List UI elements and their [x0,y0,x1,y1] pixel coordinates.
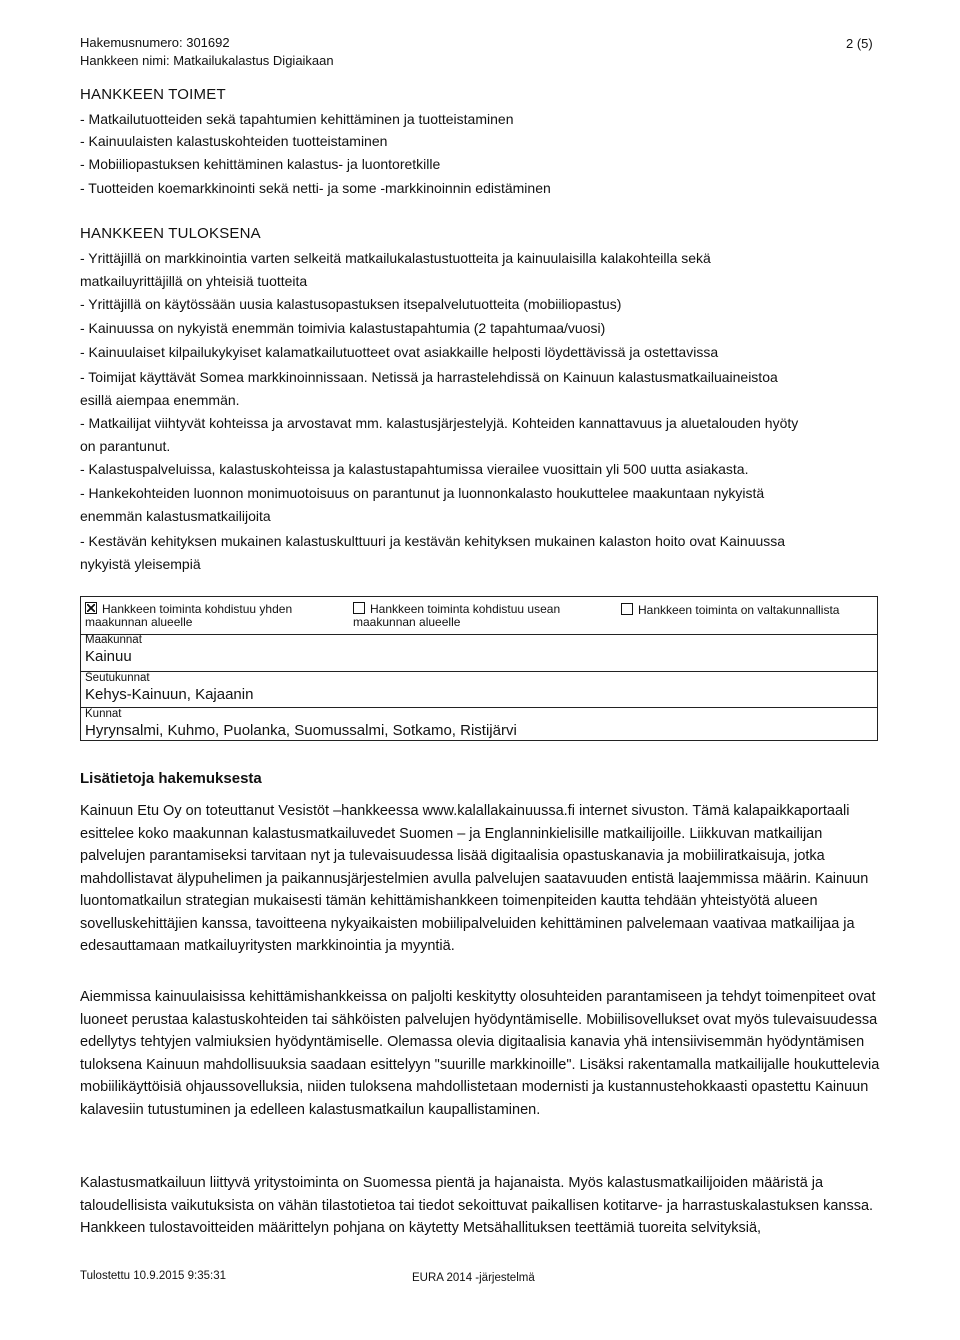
result-line: on parantunut. [80,438,171,454]
checkbox-icon[interactable] [621,603,633,615]
additional-info-paragraph: Kainuun Etu Oy on toteuttanut Vesistöt –hankkeessa www.kalallakainuussa.fi internet sivuston. Tämä kalapaikkaportaali esittelee koko maakunnan kalastusmatkailuvedet Suomen – ja Englanninkielisille matkailijoille. Liikkuvan matkailijan palvelujen parantamiseksi tarvitaan nyt ja tulevaisuudessa lisää digitaalisia opastuskanavia ja mobiiliratkaisuja, jotka mahdollistavat älypuhelimen ja paikannusjärjestelmien avulla palvelujen saatavuuden entistä laajemmissa määrin. Kainuun luontomatkailun strategian mukaisesti tämän kehittämishankkeen toimenpiteiden kautta tehdään yhteistyötä alueen sovelluskehittäjien kanssa, tavoitteena nykyaikaisten mobiilipalveluiden kehittäminen palvelemaan vaativaa matkailijaa ja edesauttamaan matkailuyritysten markkinointia ja myyntiä. [80,803,869,954]
seutukunnat-value: Kehys-Kainuun, Kajaanin [85,686,254,703]
additional-info-paragraph: Aiemmissa kainuulaisissa kehittämishankkeissa on paljolti keskitytty olosuhteiden parantamiseen ja tehdyt toimenpiteet ovat luoneet perustaa kalastuskohteiden tai sähköisten palvelujen hyödyntämiselle. Mobiilisovellukset ovat myös tulevaisuudessa edellytys tehtyjen valmiuksien hyödyntämiselle. Olemassa olevia digitaalisia kanavia yhä intensiivisemmän hyödyntämisen tuloksena Kainuun mahdollisuuksia saadaan esittelyyn "suurille markkinoille". Lisäksi rakentamalla matkailijalle houkuttelevia mobiilikäyttöisiä ohjaussovelluksia, niiden tuloksena mahdollistetaan modernisti ja kustannustehokkaasti opastettu Kainuun kalavesiin tutustuminen ja edelleen kalastusmatkailun kaupallistaminen. [80,989,880,1118]
action-item: - Kainuulaisten kalastuskohteiden tuotteistaminen [80,133,388,149]
result-line: - Kainuussa on nykyistä enemmän toimivia kalastustapahtumia (2 tapahtumaa/vuosi) [80,320,606,336]
additional-info-paragraph: Kalastusmatkailuun liittyvä yritystoiminta on Suomessa pientä ja hajanaista. Myös kalastusmatkailijoiden määristä ja taloudellisista vaikutuksista on vähän tilastotietoa tai tiedot sekoittuvat paikallisen kotitarve- ja harrastuskalastuksen kanssa. Hankkeen tulostavoitteiden määrittelyn pohjana on käytetty Metsähallituksen teettämiä tuoreita selvityksiä, [80,1175,874,1236]
result-line: - Toimijat käyttävät Somea markkinoinnissaan. Netissä ja harrastelehdissä on Kainuun kalastusmatkailuaineistoa [80,369,778,385]
kunnat-value: Hyrynsalmi, Kuhmo, Puolanka, Suomussalmi, Sotkamo, Ristijärvi [85,722,517,739]
scope-option-single-region[interactable]: Hankkeen toiminta kohdistuu yhden maakunnan alueelle [85,602,293,629]
system-name: EURA 2014 -järjestelmä [412,1272,535,1284]
region-scope-table [80,596,878,741]
application-number: Hakemusnumero: 301692 [80,35,230,50]
action-item: - Mobiiliopastuksen kehittäminen kalastus- ja luontoretkille [80,156,441,172]
action-item: - Tuotteiden koemarkkinointi sekä netti- ja some -markkinoinnin edistäminen [80,180,551,196]
maakunnat-field [81,634,877,672]
project-name: Hankkeen nimi: Matkailukalastus Digiaikaan [80,53,334,68]
maakunnat-value: Kainuu [85,648,132,665]
print-timestamp: Tulostettu 10.9.2015 9:35:31 [80,1270,226,1282]
result-line: esillä aiempaa enemmän. [80,392,240,408]
result-line: - Kestävän kehityksen mukainen kalastuskulttuuri ja kestävän kehityksen mukainen kalaston hoito ovat Kainuussa [80,533,786,549]
checkbox-icon[interactable] [353,602,365,614]
scope-option-national[interactable]: Hankkeen toiminta on valtakunnallista [621,603,839,617]
results-title: HANKKEEN TULOKSENA [80,225,261,242]
checked-checkbox-icon[interactable] [85,602,97,614]
scope-options-row [81,597,877,635]
kunnat-label: Kunnat [85,708,122,720]
result-line: nykyistä yleisempiä [80,556,201,572]
result-line: - Kalastuspalveluissa, kalastuskohteissa ja kalastustapahtumissa vierailee vuosittain yli 500 uutta asiakasta. [80,461,749,477]
result-line: - Kainuulaiset kilpailukykyiset kalamatkailutuotteet ovat asiakkaille helposti löydettävissä ja ostettavissa [80,344,719,360]
seutukunnat-field [81,672,877,708]
page-number: 2 (5) [846,36,873,51]
additional-info-title: Lisätietoja hakemuksesta [80,770,262,787]
result-line: - Matkailijat viihtyvät kohteissa ja arvostavat mm. kalastusjärjestelyjä. Kohteiden kannattavuus ja aluetalouden hyöty [80,415,799,431]
result-line: - Hankekohteiden luonnon monimuotoisuus on parantunut ja luonnonkalasto houkuttelee maakuntaan nykyistä [80,485,765,501]
result-line: enemmän kalastusmatkailijoita [80,508,271,524]
kunnat-field [81,708,877,741]
result-line: - Yrittäjillä on markkinointia varten selkeitä matkailukalastustuotteita ja kainuulaisilla kalakohteilla sekä [80,250,711,266]
result-line: - Yrittäjillä on käytössään uusia kalastusopastuksen itsepalvelutuotteita (mobiiliopastus) [80,296,622,312]
actions-title: HANKKEEN TOIMET [80,86,226,103]
seutukunnat-label: Seutukunnat [85,672,150,684]
maakunnat-label: Maakunnat [85,634,142,646]
scope-option-multi-region[interactable]: Hankkeen toiminta kohdistuu usean maakunnan alueelle [353,602,561,629]
action-item: - Matkailutuotteiden sekä tapahtumien kehittäminen ja tuotteistaminen [80,111,514,127]
result-line: matkailuyrittäjillä on yhteisiä tuotteita [80,273,308,289]
